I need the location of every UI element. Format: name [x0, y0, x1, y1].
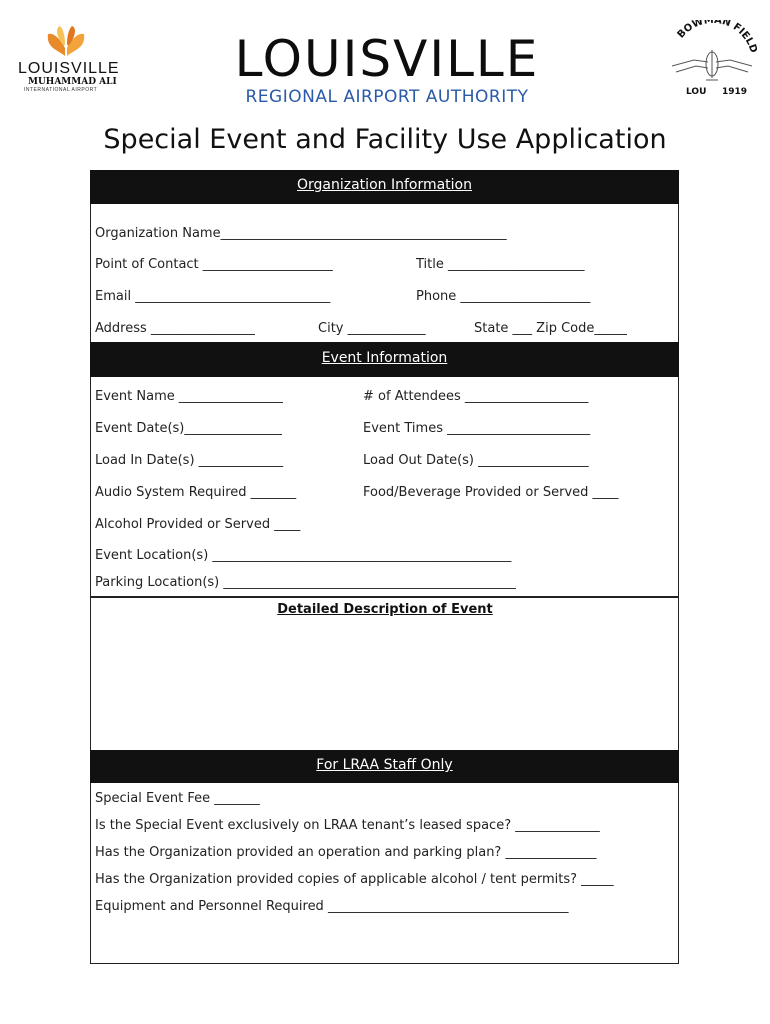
- lraa-logo-main: LOUISVILLE: [234, 30, 540, 88]
- alcohol-field[interactable]: Alcohol Provided or Served ____: [95, 517, 301, 532]
- bowman-field-logo: [664, 20, 760, 104]
- bowman-field-lou: LOU: [686, 87, 707, 97]
- staff-header-label: For LRAA Staff Only: [316, 757, 453, 773]
- organization-header: [90, 170, 679, 204]
- description-header: [92, 602, 678, 617]
- lmia-logo-subtitle: MUHAMMAD ALI: [28, 77, 117, 87]
- bowman-field-year: 1919: [722, 87, 748, 97]
- description-area[interactable]: [95, 624, 673, 746]
- event-times-field[interactable]: Event Times ______________________: [363, 421, 591, 436]
- parking-plan-field[interactable]: Has the Organization provided an operation and parking plan? ______________: [95, 845, 597, 860]
- lmia-logo: [14, 24, 118, 94]
- event-dates-field[interactable]: Event Date(s)_______________: [95, 421, 282, 436]
- address-field[interactable]: Address ________________: [95, 321, 255, 336]
- food-beverage-field[interactable]: Food/Beverage Provided or Served ____: [363, 485, 619, 500]
- state-zip-field[interactable]: State ___ Zip Code_____: [474, 321, 627, 336]
- permits-field[interactable]: Has the Organization provided copies of applicable alcohol / tent permits? _____: [95, 872, 614, 887]
- organization-name-field[interactable]: Organization Name____________________________________________: [95, 226, 507, 241]
- event-header: [90, 342, 679, 377]
- load-out-field[interactable]: Load Out Date(s) _________________: [363, 453, 589, 468]
- audio-system-field[interactable]: Audio System Required _______: [95, 485, 297, 500]
- contact-title-field[interactable]: Title _____________________: [416, 257, 585, 272]
- lmia-logo-name: LOUISVILLE: [18, 60, 120, 77]
- lmia-logo-subtitle-2: INTERNATIONAL AIRPORT: [24, 87, 98, 93]
- tenant-space-field[interactable]: Is the Special Event exclusively on LRAA tenant’s leased space? _____________: [95, 818, 600, 833]
- event-name-field[interactable]: Event Name ________________: [95, 389, 283, 404]
- point-of-contact-field[interactable]: Point of Contact ____________________: [95, 257, 333, 272]
- attendees-field[interactable]: # of Attendees ___________________: [363, 389, 589, 404]
- form-title: Special Event and Facility Use Application: [103, 124, 667, 155]
- lraa-logo: [222, 30, 552, 108]
- special-event-fee-field[interactable]: Special Event Fee _______: [95, 791, 260, 806]
- staff-header: [90, 750, 679, 783]
- equipment-personnel-field[interactable]: Equipment and Personnel Required _____________________________________: [95, 899, 569, 914]
- parking-locations-field[interactable]: Parking Location(s) _____________________________________________: [95, 575, 516, 590]
- event-header-label: Event Information: [321, 350, 448, 366]
- email-field[interactable]: Email ______________________________: [95, 289, 331, 304]
- phone-field[interactable]: Phone ____________________: [416, 289, 591, 304]
- butterfly-icon: [44, 24, 88, 60]
- organization-header-label: Organization Information: [297, 177, 472, 193]
- description-header-label: Detailed Description of Event: [277, 602, 493, 617]
- bowman-field-emblem-icon: [664, 20, 760, 104]
- event-locations-field[interactable]: Event Location(s) ______________________________________________: [95, 548, 512, 563]
- load-in-field[interactable]: Load In Date(s) _____________: [95, 453, 284, 468]
- city-field[interactable]: City ____________: [318, 321, 426, 336]
- bowman-field-arc-text: BOWMAN FIELD: [675, 20, 759, 55]
- lraa-logo-sub: REGIONAL AIRPORT AUTHORITY: [245, 87, 529, 107]
